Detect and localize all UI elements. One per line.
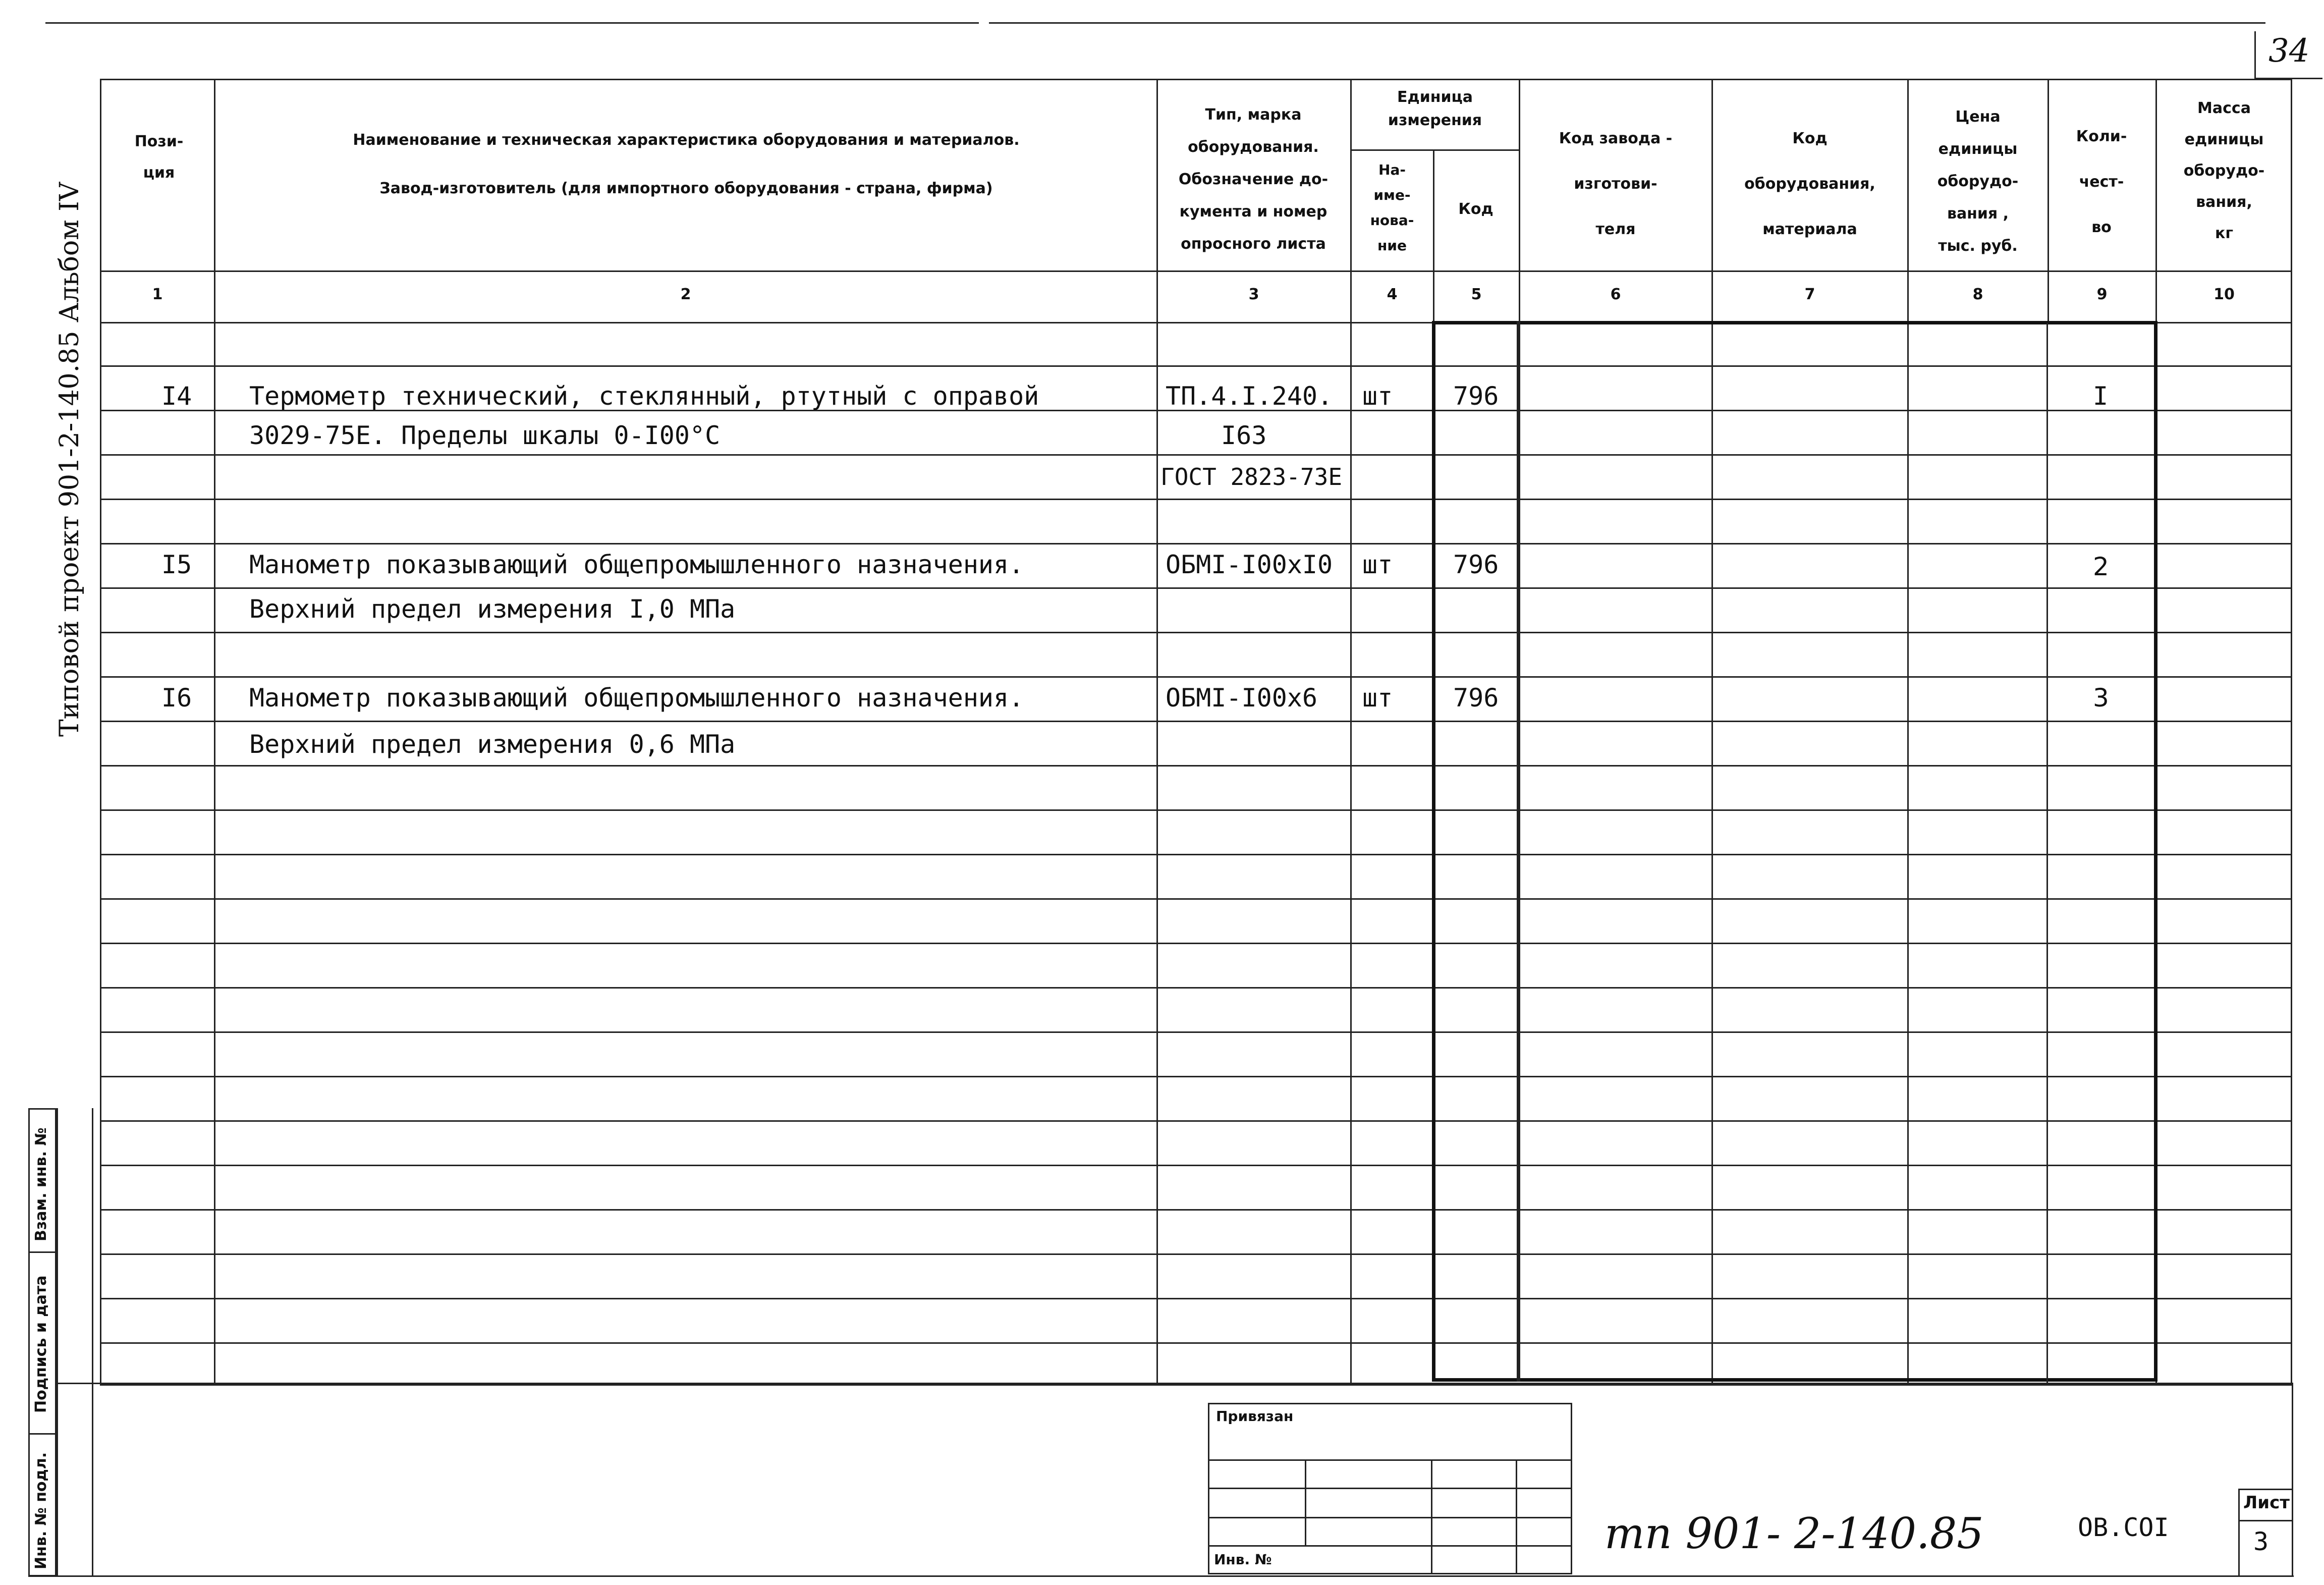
- cell-name: Манометр показывающий общепромышленного назначения.: [249, 550, 1024, 579]
- cell-type: ТП.4.I.240.: [1166, 381, 1333, 411]
- header-name: Наименование и техническая характеристика оборудования и материалов. Завод-изготовитель (для импортного оборудования - страна, фирма): [353, 131, 1020, 197]
- privyazan-col: [1431, 1459, 1432, 1574]
- page-number: 34: [2268, 32, 2310, 70]
- col-line: [1350, 79, 1352, 1386]
- cell-position: I4: [161, 381, 192, 411]
- header-type: Тип, марка оборудования. Обозначение до- кумента и номер опросного листа: [1178, 106, 1329, 253]
- cell-name: 3029-75Е. Пределы шкалы 0-I00°С: [249, 421, 721, 450]
- sheet-label: Лист: [2243, 1493, 2290, 1513]
- cell-unit-code: 796: [1453, 550, 1499, 579]
- side-stamp-line: [92, 1108, 93, 1576]
- cell-unit-code: 796: [1453, 683, 1499, 713]
- cell-quantity: I: [2093, 381, 2109, 411]
- side-stamp-divider: [57, 1383, 2292, 1384]
- header-bottom-line: [100, 270, 2292, 272]
- col-line: [1156, 79, 1158, 1386]
- cell-type: ОБМI-I00хI0: [1166, 550, 1333, 579]
- top-line-right: [989, 22, 2265, 24]
- header-manufacturer-code: Код завода - изготови- теля: [1559, 130, 1673, 238]
- cell-type: ОБМI-I00х6: [1166, 683, 1318, 713]
- sheet-divider: [2238, 1520, 2293, 1521]
- privyazan-label: Привязан: [1216, 1408, 1294, 1425]
- col-line-bold: [1517, 321, 1520, 1382]
- column-number: 3: [1248, 286, 1259, 303]
- cell-unit-code: 796: [1453, 381, 1499, 411]
- cell-position: I5: [161, 550, 192, 579]
- cell-quantity: 3: [2093, 683, 2109, 713]
- stamp-signature-date: Подпись и дата: [32, 1275, 50, 1413]
- header-equipment-code: Код оборудования, материала: [1744, 130, 1875, 238]
- header-mass: Масса единицы оборудо- вания, кг: [2183, 99, 2265, 242]
- cell-position: I6: [161, 683, 192, 713]
- column-number: 1: [152, 286, 163, 303]
- header-quantity: Коли- чест- во: [2076, 128, 2127, 236]
- header-unit-code: Код: [1458, 200, 1493, 218]
- header-unit: Единица измерения: [1388, 88, 1482, 129]
- column-number: 8: [1972, 286, 1983, 303]
- column-number: 6: [1610, 286, 1621, 303]
- column-number: 4: [1387, 286, 1398, 303]
- bottom-line: [28, 1575, 2294, 1577]
- cell-unit: шт: [1362, 381, 1393, 411]
- col-line: [2046, 323, 2048, 1383]
- column-number: 10: [2214, 286, 2235, 303]
- header-position: Пози- ция: [134, 133, 184, 182]
- column-number: 9: [2096, 286, 2108, 303]
- column-number: 5: [1471, 286, 1482, 303]
- top-line-left: [45, 22, 979, 24]
- privyazan-col: [1516, 1459, 1517, 1574]
- cell-name: Верхний предел измерения 0,6 МПа: [249, 730, 736, 759]
- inv-no-label: Инв. №: [1214, 1551, 1272, 1568]
- col-line: [214, 79, 215, 1386]
- column-number: 2: [680, 286, 691, 303]
- stamp-inv-podl: Инв. № подл.: [32, 1452, 50, 1569]
- sheet-number: 3: [2253, 1527, 2269, 1556]
- cell-type: I63: [1221, 421, 1267, 450]
- cell-unit: шт: [1362, 683, 1393, 713]
- header-unit-name: На- име- нова- ние: [1370, 161, 1414, 254]
- cell-unit: шт: [1362, 550, 1393, 579]
- bold-frame: [1432, 321, 2157, 1382]
- privyazan-line: [1208, 1545, 1572, 1547]
- privyazan-line: [1208, 1459, 1572, 1461]
- cell-name: Манометр показывающий общепромышленного назначения.: [249, 683, 1024, 713]
- side-title: Типовой проект 901-2-140.85 Альбом IV: [54, 182, 85, 737]
- cell-type: ГОСТ 2823-73Е: [1160, 463, 1343, 490]
- unit-subheader-line: [1350, 149, 1519, 151]
- stamp-vzam-inv: Взам. инв. №: [32, 1127, 50, 1241]
- cell-quantity: 2: [2093, 552, 2109, 581]
- cell-name: Верхний предел измерения I,0 МПа: [249, 594, 736, 624]
- column-number: 7: [1804, 286, 1815, 303]
- side-stamp-divider: [28, 1433, 57, 1435]
- project-code: тп 901- 2-140.85: [1604, 1509, 1984, 1558]
- header-price: Цена единицы оборудо- вания , тыс. руб.: [1937, 108, 2019, 255]
- privyazan-line: [1208, 1488, 1572, 1489]
- privyazan-line: [1208, 1517, 1572, 1518]
- privyazan-col: [1305, 1459, 1306, 1545]
- doc-code: ОВ.СОI: [2078, 1513, 2169, 1542]
- side-stamp-divider: [28, 1251, 57, 1253]
- cell-name: Термометр технический, стеклянный, ртутный с оправой: [249, 381, 1039, 411]
- side-stamp-line: [57, 1108, 58, 1576]
